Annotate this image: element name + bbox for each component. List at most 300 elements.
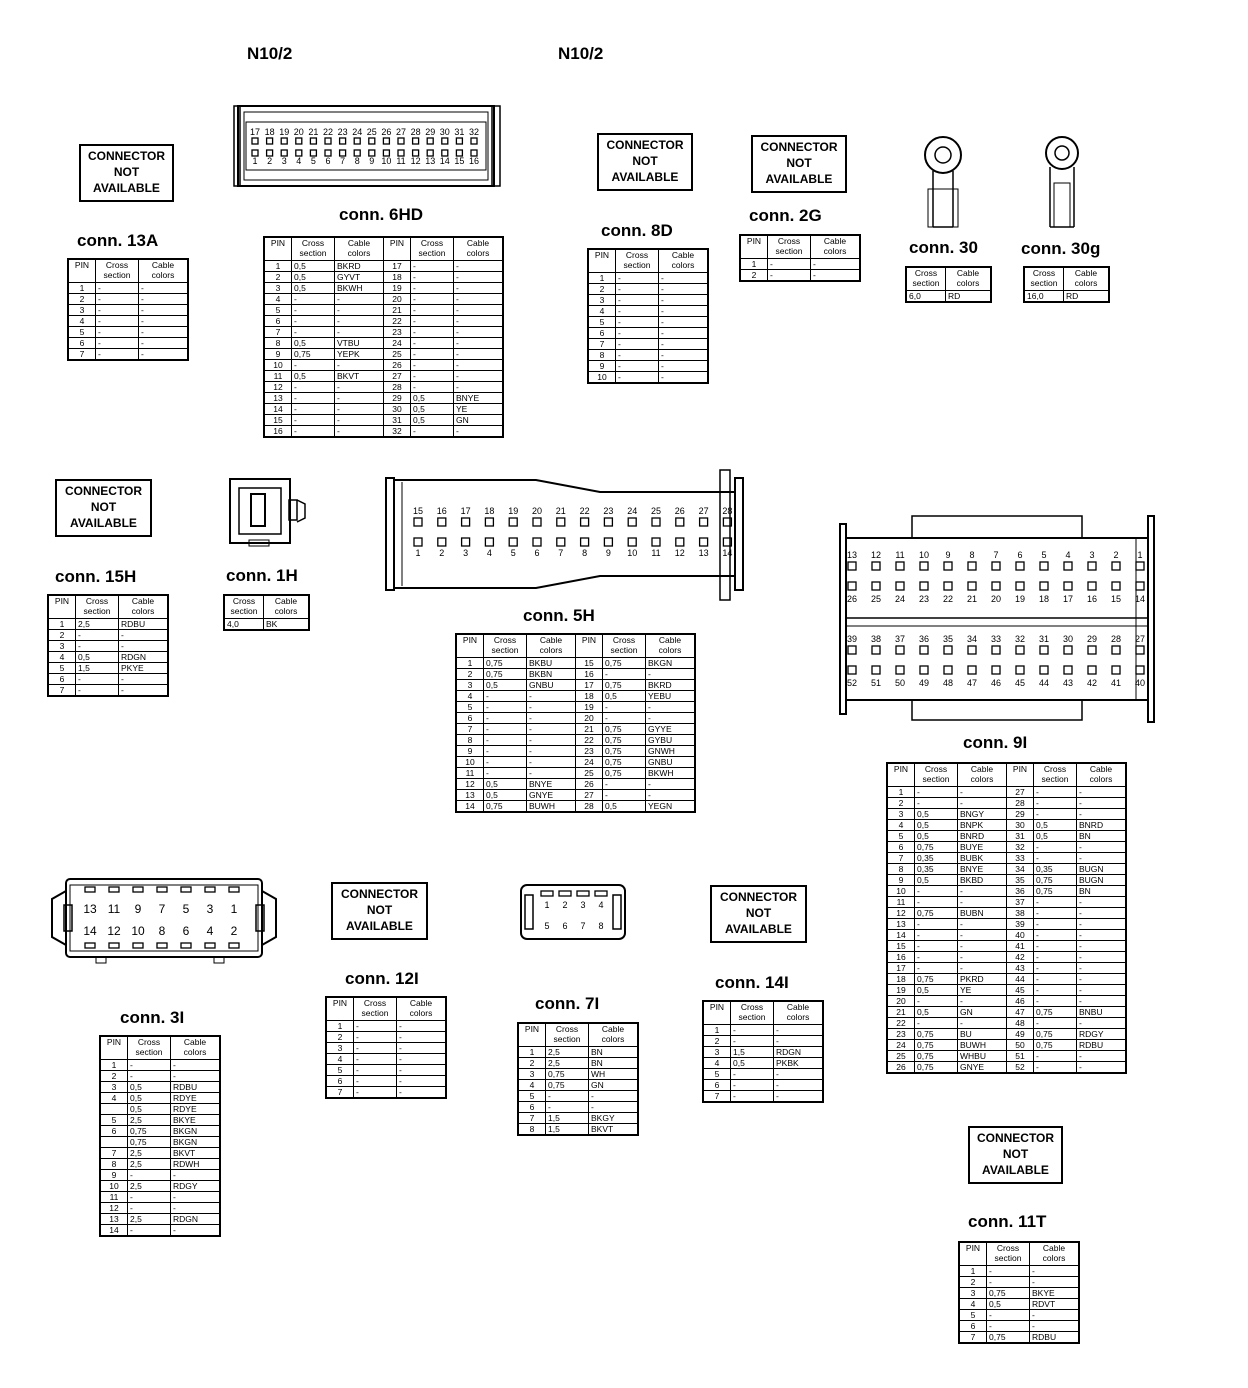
table-cell: BUYE — [958, 842, 1007, 853]
table-row — [588, 328, 708, 339]
table-header-cell: PIN — [703, 1001, 731, 1025]
table-cell: 47 — [1007, 1007, 1034, 1018]
table-cell: 0,35 — [915, 864, 958, 875]
table-header-cell: Cross section — [96, 259, 139, 283]
table-cell: - — [915, 919, 958, 930]
table-cell: 10 — [588, 372, 616, 384]
table-cell: 0,75 — [484, 658, 527, 669]
table-row — [588, 273, 708, 284]
table-cell: 4 — [887, 820, 915, 831]
table-cell: - — [603, 669, 646, 680]
table-cell: - — [1034, 941, 1077, 952]
pin-cavity — [281, 138, 287, 144]
pin-number: 19 — [279, 127, 290, 137]
pin-number: 6 — [182, 924, 190, 938]
table-cell: - — [958, 1018, 1007, 1029]
table-cell: - — [76, 641, 119, 652]
table-cell: - — [1077, 952, 1127, 963]
table-cell: 0,5 — [915, 831, 958, 842]
table-cell: BN — [1077, 831, 1127, 842]
pin-number: 14 — [722, 548, 733, 558]
table-cell: BNRD — [1077, 820, 1127, 831]
table-row — [264, 272, 503, 283]
table-cell: GNWH — [646, 746, 696, 757]
table-cell: 16 — [576, 669, 603, 680]
pin-cavity — [229, 943, 239, 948]
table-cell: 2 — [959, 1277, 987, 1288]
pin-number: 9 — [134, 902, 142, 916]
table-cell: - — [659, 372, 709, 384]
table-cell: - — [119, 674, 169, 685]
table-cell: 0,5 — [603, 801, 646, 813]
table-cell: RDWH — [171, 1159, 221, 1170]
table-cell: 0,75 — [546, 1069, 589, 1080]
table-cell: WH — [589, 1069, 639, 1080]
table-cell: - — [1030, 1310, 1080, 1321]
table-cell: - — [411, 305, 454, 316]
table-cell: - — [484, 713, 527, 724]
table-cell: - — [1034, 853, 1077, 864]
pin-cavity — [462, 518, 470, 526]
pin-cavity — [604, 538, 612, 546]
table-cell: YEPK — [335, 349, 384, 360]
table-cell: 1 — [68, 283, 96, 294]
table-cell: 27 — [576, 790, 603, 801]
table-cell: 10 — [456, 757, 484, 768]
table-row — [887, 864, 1126, 875]
table-cell: - — [659, 284, 709, 295]
table-cell: - — [774, 1080, 824, 1091]
pin-number: 18 — [1038, 594, 1050, 604]
table-row — [887, 1051, 1126, 1062]
table-cell: 1 — [740, 259, 768, 270]
table-cell: - — [1077, 1062, 1127, 1074]
table-cell: 0,35 — [915, 853, 958, 864]
table-cell: - — [1034, 985, 1077, 996]
table-cell: 21 — [887, 1007, 915, 1018]
table-row — [588, 306, 708, 317]
table-cell: GNYE — [527, 790, 576, 801]
table-cell: 4 — [588, 306, 616, 317]
table-cell: 1 — [588, 273, 616, 284]
pin-cavity — [1136, 666, 1144, 674]
pin-cavity — [1040, 582, 1048, 590]
table-cell: - — [454, 316, 504, 327]
table-row — [588, 361, 708, 372]
table-row — [887, 787, 1126, 798]
table-cell: - — [589, 1091, 639, 1102]
table-header-cell: PIN — [518, 1023, 546, 1047]
table-cell: - — [454, 305, 504, 316]
table-cell: - — [76, 685, 119, 697]
table-cell: 0,75 — [128, 1137, 171, 1148]
table-row — [887, 875, 1126, 886]
pin-cavity — [413, 138, 419, 144]
table-row — [518, 1069, 638, 1080]
table-cell: - — [76, 630, 119, 641]
pin-number: 47 — [966, 678, 978, 688]
table-cell: 2 — [456, 669, 484, 680]
table-row — [959, 1277, 1079, 1288]
table-cell: 0,5 — [484, 790, 527, 801]
table-cell: 0,75 — [987, 1288, 1030, 1299]
table-cell: - — [1034, 1051, 1077, 1062]
pin-number: 28 — [722, 506, 733, 516]
table-row — [518, 1047, 638, 1058]
table-header-cell: Cable colors — [1064, 267, 1110, 291]
table-cell: 14 — [456, 801, 484, 813]
table-cell: - — [603, 790, 646, 801]
table-cell: 8 — [456, 735, 484, 746]
table-cell: - — [139, 327, 189, 338]
table-cell: 0,75 — [1034, 875, 1077, 886]
pin-number: 32 — [468, 127, 480, 137]
pin-cavity — [1136, 646, 1144, 654]
table-row — [100, 1115, 220, 1126]
table-row — [48, 619, 168, 630]
table-cell: - — [335, 404, 384, 415]
table-cell: 0,5 — [915, 820, 958, 831]
table-cell: - — [96, 349, 139, 361]
table-row — [264, 404, 503, 415]
table-cell: BU — [958, 1029, 1007, 1040]
table-cell: 13 — [456, 790, 484, 801]
table-row — [264, 426, 503, 438]
table-header-cell: PIN — [588, 249, 616, 273]
table-row — [887, 963, 1126, 974]
connector-5h-drawing — [380, 470, 750, 600]
table-cell: 0,75 — [603, 724, 646, 735]
table-header-cell: Cross section — [292, 237, 335, 261]
table-cell: - — [1077, 897, 1127, 908]
table-cell: - — [958, 996, 1007, 1007]
table-cell: 35 — [1007, 875, 1034, 886]
table-cell: 0,5 — [1034, 820, 1077, 831]
table-cell: 26 — [887, 1062, 915, 1074]
pin-number: 17 — [1062, 594, 1074, 604]
table-header-cell: PIN — [576, 634, 603, 658]
table-cell: RDYE — [171, 1104, 221, 1115]
table-cell: YE — [958, 985, 1007, 996]
pin-number: 1 — [1137, 550, 1143, 560]
table-cell: - — [958, 798, 1007, 809]
table-row — [588, 339, 708, 350]
pin-cavity — [456, 138, 462, 144]
pin-cavity — [1088, 562, 1096, 570]
pin-number: 21 — [555, 506, 566, 516]
table-cell: 5 — [456, 702, 484, 713]
table-cell: 22 — [887, 1018, 915, 1029]
table-cell: 0,5 — [987, 1299, 1030, 1310]
pin-cavity — [968, 646, 976, 654]
table-cell: - — [454, 261, 504, 272]
table-cell: - — [774, 1091, 824, 1103]
table-cell: - — [96, 338, 139, 349]
table-header-cell: Cross section — [128, 1036, 171, 1060]
table-row — [100, 1203, 220, 1214]
table-cell: 27 — [1007, 787, 1034, 798]
table-cell: 27 — [384, 371, 411, 382]
table-row — [456, 702, 695, 713]
pin-number: 12 — [410, 156, 421, 166]
table-header-cell: PIN — [264, 237, 292, 261]
table-cell: 0,75 — [546, 1080, 589, 1091]
table-cell: 0,75 — [1034, 1040, 1077, 1051]
pin-number: 8 — [969, 550, 975, 560]
pin-cavity — [628, 518, 636, 526]
pin-number: 50 — [894, 678, 906, 688]
table-cell: 6 — [588, 328, 616, 339]
table-cell: 3 — [703, 1047, 731, 1058]
table-header-cell: PIN — [887, 763, 915, 787]
table-cell: BUGN — [1077, 864, 1127, 875]
table-cell: 0,5 — [411, 393, 454, 404]
table-cell: - — [1030, 1277, 1080, 1288]
pin-cavity — [944, 562, 952, 570]
table-cell: 32 — [1007, 842, 1034, 853]
table-row — [588, 295, 708, 306]
table-cell: - — [1077, 798, 1127, 809]
table-cell: RDBU — [171, 1082, 221, 1093]
table-header-cell: Cable colors — [659, 249, 709, 273]
table-cell: - — [1034, 1062, 1077, 1074]
pin-number: 12 — [107, 924, 121, 938]
table-cell: - — [527, 691, 576, 702]
table-cell: 5 — [68, 327, 96, 338]
table-cell: - — [646, 669, 696, 680]
table-row — [100, 1060, 220, 1071]
table-cell: BKYE — [1030, 1288, 1080, 1299]
table-cell: BNYE — [958, 864, 1007, 875]
table-cell: 12 — [100, 1203, 128, 1214]
table-cell: BNRD — [958, 831, 1007, 842]
pin-cavity — [1112, 646, 1120, 654]
table-row — [887, 897, 1126, 908]
table-cell: 0,75 — [915, 842, 958, 853]
pin-number: 23 — [337, 127, 348, 137]
table-cell: 16,0 — [1024, 291, 1064, 303]
table-row — [959, 1321, 1079, 1332]
table-cell: 10 — [887, 886, 915, 897]
table-cell: 7 — [703, 1091, 731, 1103]
table-cell: - — [958, 787, 1007, 798]
table-cell: - — [958, 941, 1007, 952]
pin-number: 27 — [698, 506, 709, 516]
connector-30-ring-terminal — [918, 133, 968, 231]
table-cell: 26 — [384, 360, 411, 371]
pin-number: 40 — [1134, 678, 1146, 688]
table-header-cell: Cable colors — [774, 1001, 824, 1025]
pin-number: 24 — [894, 594, 906, 604]
table-cell: 7 — [518, 1113, 546, 1124]
pin-number: 10 — [381, 156, 392, 166]
table-cell: - — [646, 779, 696, 790]
table-cell: 5 — [588, 317, 616, 328]
table-cell: 52 — [1007, 1062, 1034, 1074]
table-cell: PKBK — [774, 1058, 824, 1069]
table-cell: YEBU — [646, 691, 696, 702]
table-cell: 0,5 — [411, 415, 454, 426]
table-cell: - — [484, 724, 527, 735]
pin-number: 13 — [846, 550, 858, 560]
pin-number: 22 — [579, 506, 590, 516]
table-cell: 4 — [48, 652, 76, 663]
pin-number: 25 — [870, 594, 882, 604]
table-row — [887, 985, 1126, 996]
table-cell: 5 — [887, 831, 915, 842]
table-row — [48, 630, 168, 641]
table-cell: 9 — [887, 875, 915, 886]
pin-cavity — [1040, 666, 1048, 674]
pin-number: 5 — [310, 156, 316, 166]
table-cell: - — [659, 306, 709, 317]
pin-cavity — [1016, 582, 1024, 590]
table-cell: RDGN — [774, 1047, 824, 1058]
table-cell: - — [527, 713, 576, 724]
pin-cavity — [896, 666, 904, 674]
table-cell: RDGN — [119, 652, 169, 663]
table-cell: - — [128, 1192, 171, 1203]
table-row — [264, 338, 503, 349]
table-cell: - — [119, 630, 169, 641]
table-cell: - — [411, 360, 454, 371]
table-cell: - — [335, 382, 384, 393]
table-cell: 33 — [1007, 853, 1034, 864]
pin-cavity — [427, 138, 433, 144]
pin-number: 1 — [544, 900, 550, 910]
table-cell: - — [76, 674, 119, 685]
table-cell: 8 — [887, 864, 915, 875]
table-cell: - — [987, 1266, 1030, 1277]
table-cell: 6 — [456, 713, 484, 724]
table-row — [456, 713, 695, 724]
na-box-2g: CONNECTOR NOT AVAILABLE — [751, 135, 847, 193]
table-cell: - — [958, 963, 1007, 974]
table-cell: RDBU — [119, 619, 169, 630]
pin-number: 17 — [460, 506, 471, 516]
table-cell: - — [139, 349, 189, 361]
table-row — [959, 1299, 1079, 1310]
table-cell: GNBU — [527, 680, 576, 691]
table-cell: - — [646, 713, 696, 724]
pin-number: 1 — [230, 902, 238, 916]
table-cell: - — [292, 404, 335, 415]
pin-number: 11 — [651, 548, 661, 558]
table-cell: - — [1034, 974, 1077, 985]
table-header-cell: Cross section — [1034, 763, 1077, 787]
pin-number: 37 — [894, 634, 906, 644]
table-cell: - — [411, 349, 454, 360]
pin-cavity — [992, 666, 1000, 674]
pin-cavity — [157, 887, 167, 892]
table-cell: 3 — [518, 1069, 546, 1080]
table-cell: - — [589, 1102, 639, 1113]
table-row — [887, 842, 1126, 853]
table-row — [326, 1021, 446, 1032]
table-cell: 6 — [68, 338, 96, 349]
table-cell: 11 — [100, 1192, 128, 1203]
table-cell: - — [527, 746, 576, 757]
table-cell: 7 — [588, 339, 616, 350]
table-header-cell: Cable colors — [646, 634, 696, 658]
table-cell: BK — [264, 619, 310, 631]
pin-number: 21 — [308, 127, 319, 137]
table-cell: BKBN — [527, 669, 576, 680]
table-cell: - — [915, 798, 958, 809]
table-cell: 9 — [264, 349, 292, 360]
table-row — [456, 724, 695, 735]
table-cell: RDGY — [1077, 1029, 1127, 1040]
table-cell: - — [659, 361, 709, 372]
table-cell: 2,5 — [128, 1159, 171, 1170]
table-cell: BKBU — [527, 658, 576, 669]
table-cell: - — [731, 1080, 774, 1091]
table-cell: 42 — [1007, 952, 1034, 963]
table-cell: 8 — [264, 338, 292, 349]
table-cell: BNPK — [958, 820, 1007, 831]
table-row — [887, 853, 1126, 864]
table-cell: 9 — [456, 746, 484, 757]
table-cell: GYBU — [646, 735, 696, 746]
pin-cavity — [205, 887, 215, 892]
table-cell: 49 — [1007, 1029, 1034, 1040]
table-row — [959, 1332, 1079, 1344]
table-cell: 0,5 — [292, 338, 335, 349]
table-cell: GYVT — [335, 272, 384, 283]
table-cell: - — [958, 930, 1007, 941]
table-cell: BKGY — [589, 1113, 639, 1124]
pin-cavity — [628, 538, 636, 546]
conn-15h-title: conn. 15H — [55, 567, 137, 586]
table-cell: - — [987, 1310, 1030, 1321]
table-cell: 21 — [384, 305, 411, 316]
table-cell: BUBK — [958, 853, 1007, 864]
table-cell: WHBU — [958, 1051, 1007, 1062]
pin-number: 25 — [650, 506, 662, 516]
table-cell: 18 — [576, 691, 603, 702]
table-cell: - — [292, 360, 335, 371]
table-row — [100, 1093, 220, 1104]
table-header-cell: PIN — [48, 595, 76, 619]
table-cell: - — [411, 426, 454, 438]
table-cell: BKBD — [958, 875, 1007, 886]
table-cell: 4 — [456, 691, 484, 702]
pin-cavity — [205, 943, 215, 948]
table-cell: - — [411, 261, 454, 272]
table-cell: - — [411, 338, 454, 349]
table-cell: - — [454, 382, 504, 393]
pin-number: 35 — [942, 634, 954, 644]
na-box-13a: CONNECTOR NOT AVAILABLE — [79, 144, 174, 202]
table-cell: 24 — [384, 338, 411, 349]
pin-number: 3 — [580, 900, 586, 910]
table-cell: 25 — [576, 768, 603, 779]
pin-cavity — [559, 891, 571, 896]
pin-number: 2 — [562, 900, 568, 910]
table-cell: - — [335, 305, 384, 316]
table-cell: - — [915, 996, 958, 1007]
table-cell: 43 — [1007, 963, 1034, 974]
pin-cavity — [944, 666, 952, 674]
pin-number: 11 — [107, 902, 121, 916]
table-cell: RD — [946, 291, 992, 303]
table-header-cell: PIN — [68, 259, 96, 283]
table-cell: RDVT — [1030, 1299, 1080, 1310]
table-cell: - — [603, 779, 646, 790]
table-cell: - — [915, 952, 958, 963]
table-row — [100, 1126, 220, 1137]
pin-number: 7 — [158, 902, 166, 916]
